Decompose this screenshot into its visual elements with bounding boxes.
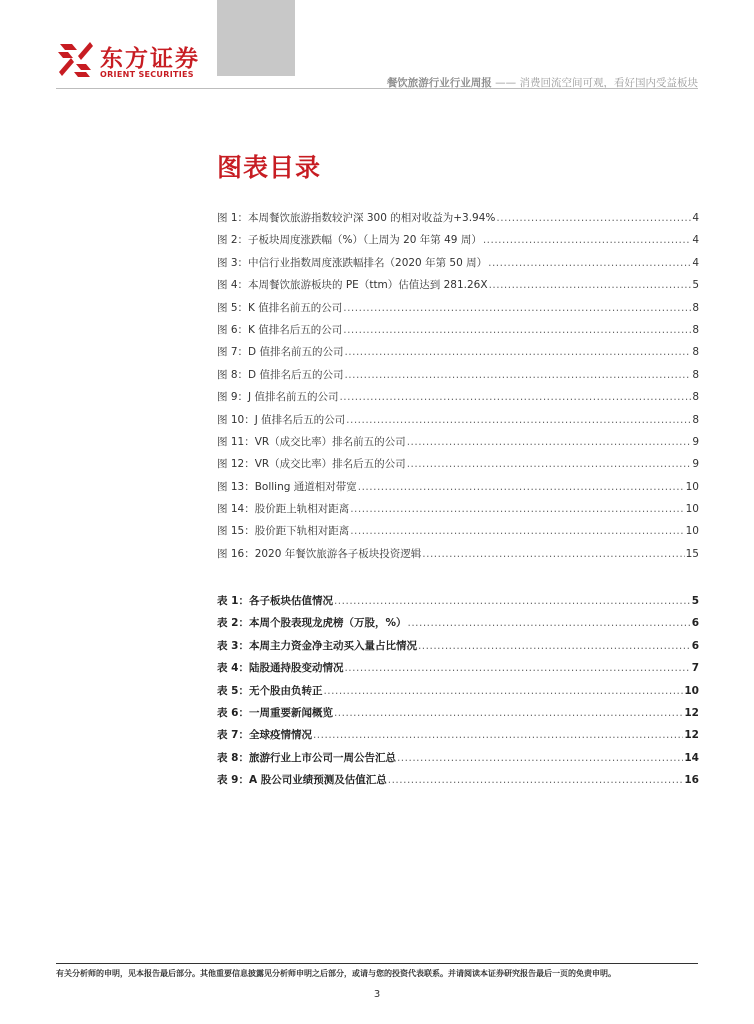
table-entry-page: 6 [691, 617, 699, 630]
dot-leader [343, 324, 691, 336]
figure-entry[interactable] [217, 367, 699, 389]
figure-entry[interactable] [217, 255, 699, 277]
dot-leader [344, 346, 691, 358]
figure-entry-label: 图 9：J 值排名前五的公司 [217, 391, 339, 404]
dot-leader [489, 279, 692, 291]
dot-leader [344, 662, 690, 674]
figure-entry-page: 9 [692, 435, 699, 448]
figure-entry-page: 9 [692, 458, 699, 471]
table-entry[interactable] [217, 772, 699, 794]
dot-leader [358, 481, 685, 493]
figure-entry[interactable] [217, 389, 699, 411]
table-entry-label: 表 9：A 股公司业绩预测及估值汇总 [217, 774, 387, 787]
table-entry-page: 7 [691, 662, 699, 675]
table-entry-page: 16 [684, 774, 699, 787]
figure-entry-page: 8 [692, 346, 699, 359]
figure-entry-page: 8 [692, 323, 699, 336]
figure-entry-page: 15 [685, 547, 699, 560]
table-entry[interactable] [217, 638, 699, 660]
figure-entry[interactable] [217, 412, 699, 434]
dot-leader [407, 436, 692, 448]
dot-leader [407, 617, 690, 629]
figure-entry-label: 图 5：K 值排名前五的公司 [217, 301, 343, 314]
table-entry-label: 表 8：旅游行业上市公司一周公告汇总 [217, 751, 396, 764]
figure-entry-label: 图 1：本周餐饮旅游指数较沪深 300 的相对收益为+3.94% [217, 212, 496, 224]
figure-entry-page: 8 [692, 368, 699, 381]
dot-leader [483, 234, 691, 246]
figure-entry[interactable] [217, 344, 699, 366]
dot-leader [350, 525, 684, 537]
table-entry[interactable] [217, 593, 699, 615]
figure-entry-label: 图 14：股价距上轨相对距离 [217, 503, 350, 516]
figure-entry[interactable] [217, 277, 699, 299]
figure-entry[interactable] [217, 479, 699, 501]
table-entry-page: 6 [691, 639, 699, 652]
table-entry-page: 14 [684, 751, 699, 764]
table-entry-page: 12 [684, 729, 699, 742]
table-entry-label: 表 3：本周主力资金净主动买入量占比情况 [217, 639, 417, 652]
figure-entry[interactable] [217, 523, 699, 545]
figure-entry-page: 4 [692, 212, 699, 224]
table-entry-label: 表 5：无个股由负转正 [217, 684, 323, 697]
figure-entry-page: 4 [692, 256, 699, 269]
figure-entry-page: 4 [692, 234, 699, 247]
figure-entry[interactable] [217, 300, 699, 322]
dot-leader [488, 257, 691, 269]
logo-chinese-name: 东方证券 [100, 46, 200, 72]
header-separator: —— [495, 77, 517, 89]
dot-leader [388, 774, 684, 786]
dot-leader [350, 503, 684, 515]
dot-leader [334, 595, 691, 607]
table-entry-label: 表 2：本周个股表现龙虎榜（万股，%） [217, 617, 407, 630]
footer-disclaimer: 有关分析师的申明，见本报告最后部分。其他重要信息披露见分析师申明之后部分，或请与您的投资代表联系。并请阅读本证券研究报告最后一页的免责申明。 [56, 969, 616, 978]
dot-leader [496, 212, 691, 224]
dot-leader [344, 369, 691, 381]
table-entry-label: 表 4：陆股通持股变动情况 [217, 662, 344, 675]
figure-entry-label: 图 10：J 值排名后五的公司 [217, 413, 346, 426]
figure-entry-label: 图 12：VR（成交比率）排名后五的公司 [217, 458, 406, 471]
figure-entry[interactable] [217, 210, 699, 232]
table-entry[interactable] [217, 660, 699, 682]
dot-leader [339, 391, 691, 403]
figure-entry-label: 图 7：D 值排名前五的公司 [217, 346, 344, 359]
figure-entry-page: 8 [692, 391, 699, 404]
dot-leader [407, 458, 692, 470]
figure-entry-page: 10 [685, 525, 699, 538]
figure-entry-label: 图 8：D 值排名后五的公司 [217, 368, 344, 381]
figure-list [217, 210, 699, 568]
table-entry[interactable] [217, 727, 699, 749]
header-divider [56, 88, 698, 89]
figure-entry-label: 图 16：2020 年餐饮旅游各子板块投资逻辑 [217, 547, 422, 560]
figure-entry-label: 图 6：K 值排名后五的公司 [217, 323, 343, 336]
table-entry[interactable] [217, 615, 699, 637]
figure-entry-page: 8 [692, 301, 699, 314]
table-list [217, 593, 699, 795]
table-entry[interactable] [217, 705, 699, 727]
table-entry-page: 12 [684, 706, 699, 719]
toc-title: 图表目录 [217, 153, 322, 182]
figure-entry[interactable] [217, 501, 699, 523]
dot-leader [397, 752, 683, 764]
dot-leader [334, 707, 683, 719]
figure-entry-page: 10 [685, 480, 699, 493]
report-subtitle: 消费回流空间可观，看好国内受益板块 [519, 77, 698, 89]
page-number: 3 [373, 989, 381, 1000]
dot-leader [418, 640, 691, 652]
table-entry-page: 10 [684, 684, 699, 697]
dot-leader [313, 729, 683, 741]
figure-entry[interactable] [217, 546, 699, 568]
company-logo [56, 38, 226, 86]
figure-entry-label: 图 15：股价距下轨相对距离 [217, 525, 350, 538]
figure-entry-label: 图 13：Bolling 通道相对带宽 [217, 480, 357, 493]
figure-entry-label: 图 4：本周餐饮旅游板块的 PE（ttm）估值达到 281.26X [217, 279, 488, 292]
table-entry-page: 5 [691, 595, 699, 607]
figure-entry-page: 8 [692, 413, 699, 426]
figure-entry-label: 图 2：子板块周度涨跌幅（%）（上周为 20 年第 49 周） [217, 234, 482, 247]
figure-entry-label: 图 3：中信行业指数周度涨跌幅排名（2020 年第 50 周） [217, 256, 488, 269]
dot-leader [422, 548, 684, 560]
table-entry-label: 表 6：一周重要新闻概览 [217, 706, 333, 719]
header-accent-bar [217, 0, 295, 76]
figure-entry[interactable] [217, 434, 699, 456]
footer-divider [56, 963, 698, 964]
report-type: 餐饮旅游行业行业周报 [386, 77, 492, 89]
logo-mark-icon [56, 38, 94, 78]
table-entry[interactable] [217, 750, 699, 772]
table-entry-label: 表 7：全球疫情情况 [217, 729, 312, 742]
figure-entry-page: 5 [692, 279, 699, 292]
table-entry-label: 表 1：各子板块估值情况 [217, 595, 333, 607]
dot-leader [346, 414, 691, 426]
figure-entry[interactable] [217, 322, 699, 344]
figure-entry[interactable] [217, 456, 699, 478]
dot-leader [343, 302, 691, 314]
figure-entry[interactable] [217, 232, 699, 254]
dot-leader [323, 685, 683, 697]
logo-english-name: ORIENT SECURITIES [100, 70, 194, 79]
figure-entry-label: 图 11：VR（成交比率）排名前五的公司 [217, 435, 406, 448]
figure-entry-page: 10 [685, 503, 699, 516]
table-entry[interactable] [217, 683, 699, 705]
